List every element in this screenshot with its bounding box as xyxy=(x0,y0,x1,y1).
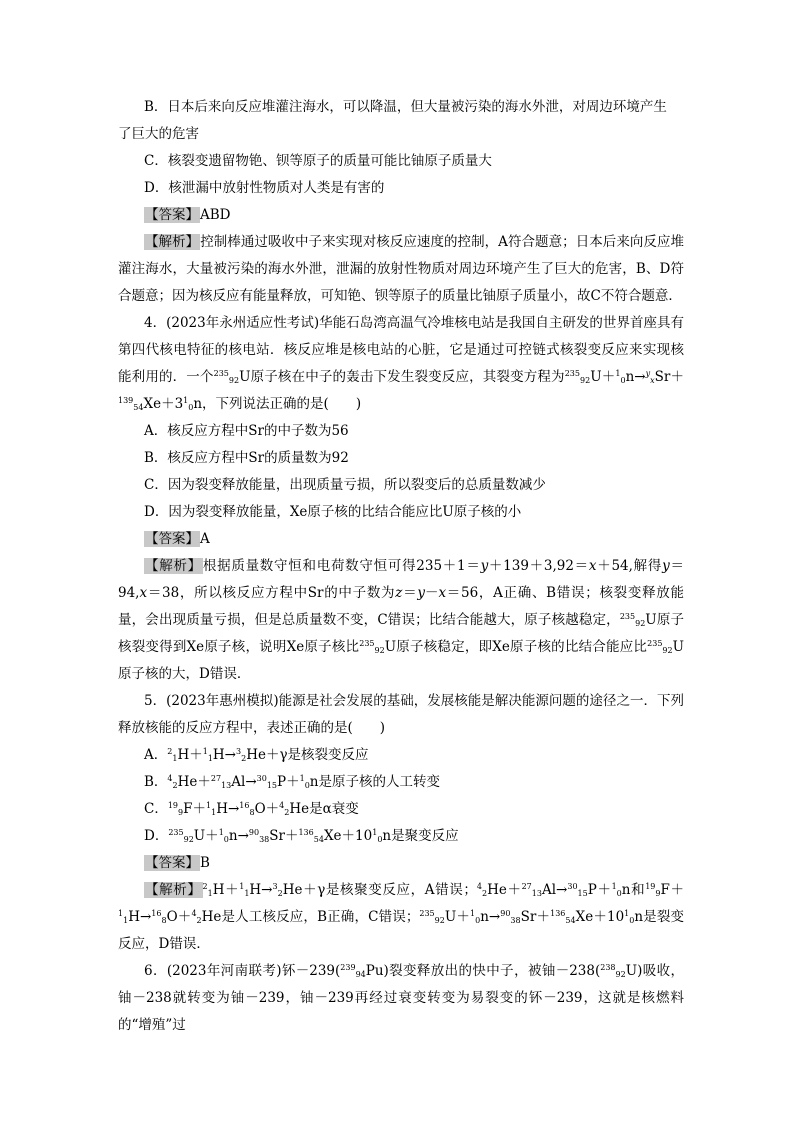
answer-value: ABD xyxy=(200,207,231,223)
q5-stem: 5．(2023年惠州模拟)能源是社会发展的基础，发展核能是解决能源问题的途径之一．下列释放核能的反应方程中，表述正确的是( ) xyxy=(118,693,684,736)
q4-option-c: C．因为裂变释放能量，出现质量亏损，所以裂变后的总质量数减少 xyxy=(144,477,546,493)
q4-analysis: 【解析】根据质量数守恒和电荷数守恒可得235＋1＝y＋139＋3,92＝x＋54,解得y＝94,x＝38，所以核反应方程中Sr的中子数为z＝y－x＝56，A正确、B错误；核裂变释放能量，会出现质量亏损，但是总质量数不变，C错误；比结合能越大，原子核越稳定，$^{235}_{92}$U原子核裂变得到Xe原子核，说明Xe原子核比$^{235}_{92}$U原子核稳定，即Xe原子核的比结合能应比$^{235}_{92}$U原子核的大，D错误． xyxy=(118,558,684,682)
q4-option-a: A．核反应方程中Sr的中子数为56 xyxy=(144,423,349,439)
document-body xyxy=(118,94,684,1039)
analysis-tag: 【解析】 xyxy=(145,234,200,250)
q5-analysis: 【解析】$^2_1$H＋$^1_1$H→$^3_2$He＋γ是核聚变反应，A错误；$^4_2$He＋$^{27}_{13}$Al→$^{30}_{15}$P＋$^1_0$n和$^{19}_9$F＋$^1_1$H→$^{16}_8$O＋$^4_2$He是人工核反应，B正确，C错误；$^{235}_{92}U+^1_0n\to^{90}_{38}Sr+^{136}_{54}Xe+10^1_0n$是裂变反应，D错误． xyxy=(118,882,684,952)
q4-stem: 4．(2023年永州适应性考试)华能石岛湾高温气冷堆核电站是我国自主研发的世界首座具有第四代核电特征的核电站．核反应堆是核电站的心脏，它是通过可控链式核裂变反应来实现核能利用的．一个$^{235}_{92}$U原子核在中子的轰击下发生裂变反应，其裂变方程为$^{235}_{92}U+^1_0n\to^y_xSr+^{139}_{54}Xe+3^1_0n$，下列说法正确的是( ) xyxy=(118,315,684,412)
q4-option-b: B．核反应方程中Sr的质量数为92 xyxy=(144,450,349,466)
q5-option-b: B．$^4_2$He＋$^{27}_{13}$Al→$^{30}_{15}$P＋$^1_0$n是原子核的人工转变 xyxy=(144,774,440,790)
answer-value: A xyxy=(200,531,210,547)
answer-tag: 【答案】 xyxy=(145,531,199,547)
q5-option-c: C．$^{19}_9$F＋$^1_1$H→$^{16}_8$O＋$^4_2$He是α衰变 xyxy=(144,801,359,817)
q5-answer xyxy=(118,850,684,877)
q3-analysis xyxy=(118,229,684,310)
q3-option-b: B．日本后来向反应堆灌注海水，可以降温，但大量被污染的海水外泄，对周边环境产生 xyxy=(144,99,667,115)
answer-tag: 【答案】 xyxy=(145,207,199,223)
analysis-tag: 【解析】 xyxy=(145,558,202,574)
q5-option-d: D．$^{235}_{92}U+^1_0n\to^{90}_{38}Sr+^{136}_{54}Xe+10^1_0n$是聚变反应 xyxy=(144,828,459,844)
answer-tag: 【答案】 xyxy=(145,855,199,871)
q3-option-d: D．核泄漏中放射性物质对人类是有害的 xyxy=(144,180,385,196)
q3-answer xyxy=(118,202,684,229)
q6-stem: 6．(2023年河南联考)钚－239($^{239}_{94}$Pu)裂变释放出的快中子，被铀－238($^{238}_{92}$U)吸收，铀－238就转变为铀－239，铀－239再经过衰变转变为易裂变的钚－239，这就是核燃料的“增殖”过 xyxy=(118,963,684,1033)
q3-option-c: C．核裂变遗留物铯、钡等原子的质量可能比铀原子质量大 xyxy=(144,153,492,169)
q4-answer xyxy=(118,526,684,553)
analysis-tag: 【解析】 xyxy=(145,882,202,898)
q3-option-b-cont: 了巨大的危害 xyxy=(118,126,199,142)
q4-option-d: D．因为裂变释放能量，Xe原子核的比结合能应比U原子核的小 xyxy=(144,504,522,520)
answer-value: B xyxy=(200,855,210,871)
analysis-text: 控制棒通过吸收中子来实现对核反应速度的控制，A符合题意；日本后来向反应堆灌注海水，大量被污染的海水外泄，泄漏的放射性物质对周边环境产生了巨大的危害，B、D符合题意；因为核反应有能量释放，可知铯、钡等原子的质量比铀原子质量小，故C不符合题意． xyxy=(118,234,685,304)
q5-option-a: A．$^2_1$H＋$^1_1$H→$^3_2$He＋γ是核裂变反应 xyxy=(144,747,369,763)
